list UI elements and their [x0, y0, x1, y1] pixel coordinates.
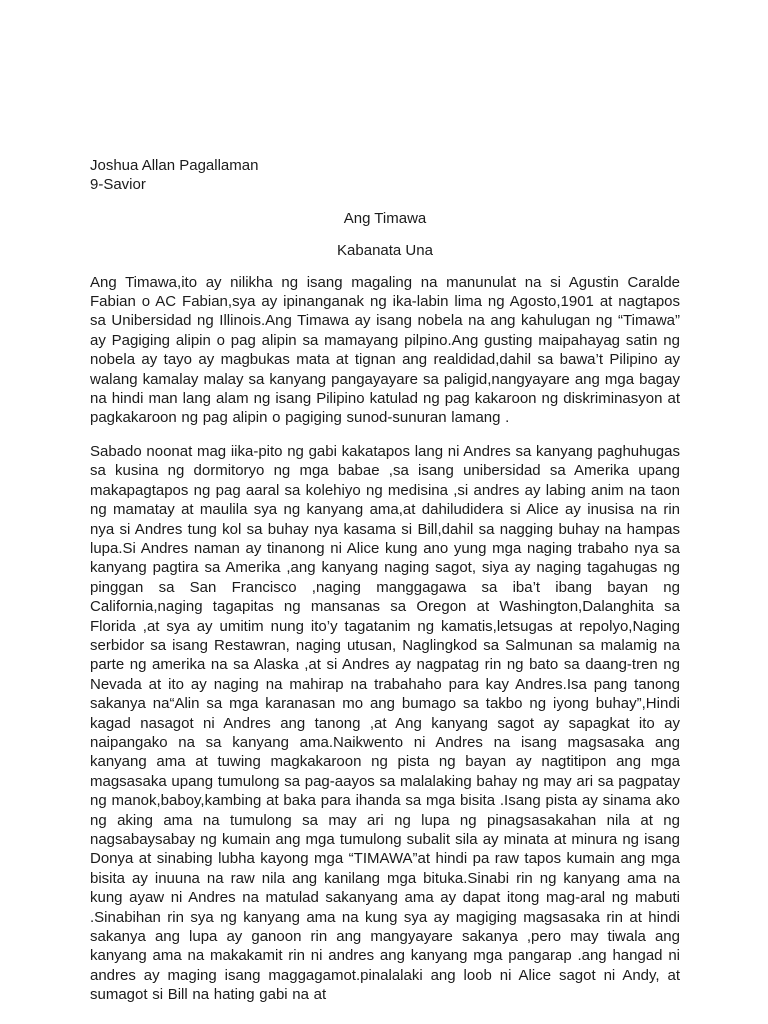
paragraph-introduction: Ang Timawa,ito ay nilikha ng isang magaling na manunulat na si Agustin Caralde Fabian o AC Fabian,sya ay ipinanganak ng ika-labin lima ng Agosto,1901 at nagtapos sa Unibersidad ng Illinois.Ang Timawa ay isang nobela na ang kahulugan ng “Timawa” ay Pagiging alipin o pag alipin sa mamayang pilpino.Ang gusting maipahayag satin ng nobela ay tayo ay magbukas mata at tignan ang realdidad,dahil sa bawa’t Pilipino ay walang kamalay malay sa kanyang pangayayare sa paligid,nangyayare ang mga bagay na hindi man lang alam ng isang Pilipino katulad ng pag kakaroon ng diskriminasyon at pagkakaroon ng pag alipin o pagiging sunod-sunuran lamang . — [90, 273, 680, 427]
document-body — [90, 156, 680, 1005]
document-title: Ang Timawa — [343, 209, 427, 227]
class-section: 9-Savior — [90, 176, 146, 194]
paragraph-story: Sabado noonat mag iika-pito ng gabi kakatapos lang ni Andres sa kanyang paghuhugas sa kusina ng dormitoryo ng mga babae ,sa isang unibersidad sa Amerika upang makapagtapos ng pag aaral sa kolehiyo ng medisina ,si andres ay labing anim na taon ng mamatay at maulila sya ng kanyang ama,at dahiludidera si Alice ay inusisa na rin nya si Andres tung kol sa buhay nya kasama si Bill,dahil sa nagging buhay na hampas lupa.Si Andres naman ay tinanong ni Alice kung ano yung mga naging trabaho nya sa kanyang pagtira sa Amerika ,ang kanyang naging sagot, siya ay naging tagahugas ng pinggan sa San Francisco ,naging manggagawa sa iba’t ibang bayan ng California,naging tagapitas ng mansanas sa Oregon at Washington,Dalanghita sa Florida ,at sya ay umitim nung ito’y tagatanim ng kamatis,letsugas at repolyo,Naging serbidor sa isang Restawran, naging utusan, Naglingkod sa Salmunan sa malamig na parte ng amerika na sa Alaska ,at si Andres ay nagpatag rin ng bato sa daang-tren ng Nevada at ito ay naging na mahirap na trabahaho para kay Andres.Isa pang tanong sakanya na“Alin sa mga karanasan mo ang bumago sa takbo ng iyong buhay”,Hindi kagad nasagot ni Andres ang tanong ,at Ang kanyang sagot ay sapagkat ito ay naipangako na sa kanyang ama.Naikwento ni Andres na isang magsasaka ang kanyang ama at tuwing magkakaroon ng pista ng bayan ay nagtitipon ang mga magsasaka upang tumulong sa pag-aayos sa malalaking bahay ng may ari sa pagpatay ng manok,baboy,kambing at baka para ihanda sa mga bisita .Isang pista ay sinama ako ng aking ama na tumulong sa may ari ng lupa ng pinagsasakahan nila at ng nagsabaysabay ng kumain ang mga tumulong subalit sila ay minata at minura ng isang Donya at sinabing lubha kayong mga “TIMAWA”at hindi pa raw tapos kumain ang mga bisita ay inuuna na raw nila ang kanilang mga bituka.Sinabi rin ng kanyang ama na kung ayaw ni Andres na matulad sakanyang ama ay dapat itong mag-aral ng mabuti .Sinabihan rin sya ng kanyang ama na kung sya ay magiging magsasaka rin at hindi sakanya ang lupa ay ganoon rin ang mangyayare sakanya ,pero may tiwala ang kanyang ama na makakamit rin ni andres ang kanyang mga pangarap .ang hangad ni andres ay maging isang maggagamot.pinalalaki ang loob ni Alice sagot ni Andy, at sumagot si Bill na hating gabi na at — [90, 442, 680, 1004]
author-name: Joshua Allan Pagallaman — [90, 157, 259, 174]
chapter-heading: Kabanata Una — [337, 242, 433, 260]
